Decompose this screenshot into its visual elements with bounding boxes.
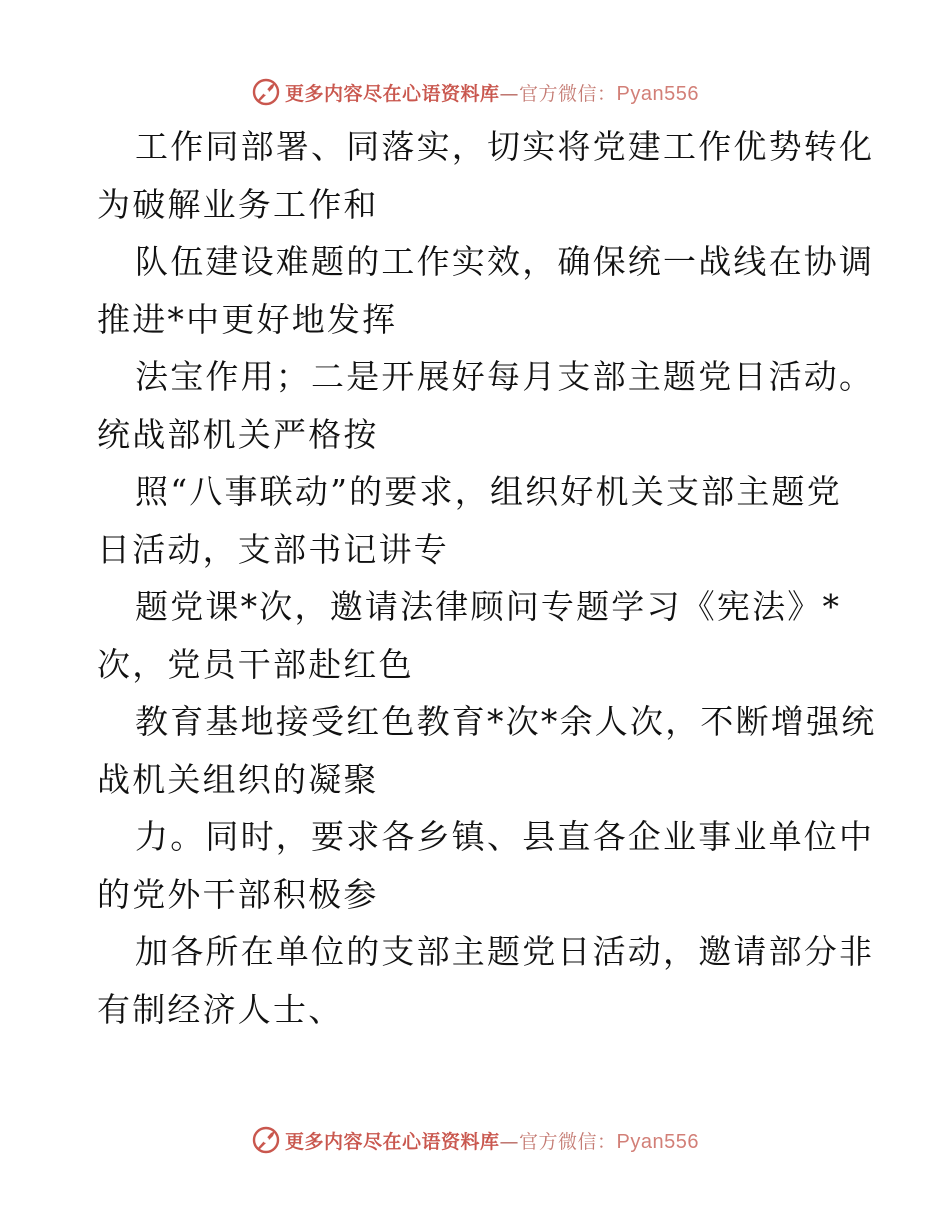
text-line: 教育基地接受红色教育*次*余人次，不断增强统 <box>135 702 877 741</box>
text-line: 推进*中更好地发挥 <box>97 299 398 339</box>
text-line: 工作同部署、同落实，切实将党建工作优势转化 <box>135 127 875 166</box>
header-banner-text <box>285 79 699 106</box>
text-line: 照“八事联动”的要求，组织好机关支部主题党 <box>135 472 842 511</box>
header-wechat-id: Pyan556 <box>616 82 699 105</box>
footer-wechat-id: Pyan556 <box>616 1130 699 1153</box>
text-line: 法宝作用；二是开展好每月支部主题党日活动。 <box>135 357 875 396</box>
text-line: 加各所在单位的支部主题党日活动，邀请部分非 <box>135 932 875 971</box>
footer-wechat-label: 官方微信： <box>519 1130 617 1153</box>
text-line: 统战部机关严格按 <box>97 414 379 454</box>
text-line: 队伍建设难题的工作实效，确保统一战线在协调 <box>135 242 875 281</box>
text-line: 题党课*次，邀请法律顾问专题学习《宪法》* <box>135 587 842 626</box>
text-line: 为破解业务工作和 <box>97 184 379 224</box>
footer-separator: — <box>499 1130 520 1153</box>
text-line: 次，党员干部赴红色 <box>97 644 414 684</box>
quill-pen-logo-icon <box>251 77 281 107</box>
header-wechat-label: 官方微信： <box>519 82 617 105</box>
header-separator: — <box>499 82 520 105</box>
footer-banner <box>0 1120 950 1160</box>
text-line: 战机关组织的凝聚 <box>97 759 379 799</box>
text-line: 日活动，支部书记讲专 <box>97 529 449 569</box>
document-body <box>97 118 877 1038</box>
footer-banner-text <box>285 1127 699 1154</box>
text-line: 的党外干部积极参 <box>97 874 379 914</box>
quill-pen-logo-icon <box>251 1125 281 1155</box>
header-brand-text: 更多内容尽在心语资料库 <box>285 82 500 105</box>
footer-brand-text: 更多内容尽在心语资料库 <box>285 1130 500 1153</box>
text-line: 力。同时，要求各乡镇、县直各企业事业单位中 <box>135 817 875 856</box>
header-banner <box>0 72 950 112</box>
text-line: 有制经济人士、 <box>97 989 344 1029</box>
